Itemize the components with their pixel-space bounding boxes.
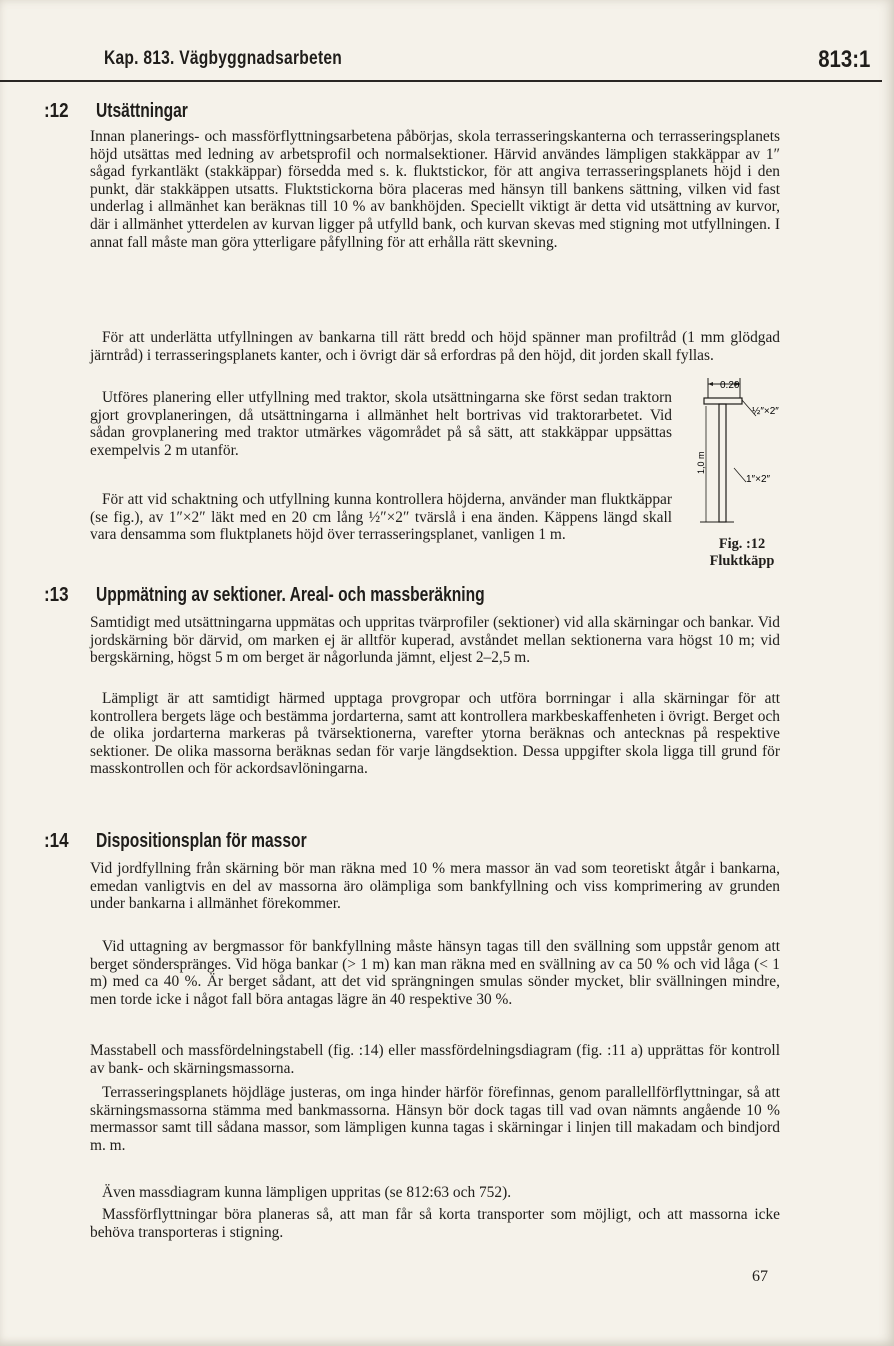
paragraph: Innan planerings- och massförflyttningsarbetena påbörjas, skola terrasseringskanterna och terrasseringsplanets höjd utsättas med ledning av arbetsprofil och normalsektioner. Härvid användes lämpligen stakkäppar av 1″ sågad fyrkantläkt (stakkäppar) försedda med s. k. fluktstickor, för att angiva terrasseringsplanets höjd i den punkt, där stakkäppen utsatts. Fluktstickorna böra placeras med hänsyn till bankens sättning, vilken vid fast underlag i allmänhet kan beräknas till 10 % av bankhöjden. Speciellt viktigt är detta vid utsättning av kurvor, där i allmänhet ytterdelen av kurvan ligger på utfylld bank, och kurvan skevas med stigning mot utfyllningen. I annat fall måste man göra ytterligare påfyllning för att erhålla rätt skevning. bbox=[90, 128, 780, 251]
section-title: Utsättningar bbox=[96, 100, 188, 122]
section-title: Uppmätning av sektioner. Areal- och massberäkning bbox=[96, 584, 485, 606]
dim-width-label: 0.20 bbox=[720, 380, 740, 391]
paragraph: Även massdiagram kunna lämpligen uppritas (se 812:63 och 752). bbox=[102, 1184, 512, 1201]
paragraph: Vid uttagning av bergmassor för bankfyllning måste hänsyn tagas till den svällning som uppstår genom att berget sönderspränges. Vid höga bankar (> 1 m) kan man räkna med en svällning av ca 50 % och vid låga (< 1 m) med ca 40 %. Är berget sådant, att det vid sprängningen smulas sönder mycket, blir svällningen mindre, men torde icke i något fall böra antagas lägre än 40 respektive 30 %. bbox=[90, 938, 780, 1008]
paragraph: Lämpligt är att samtidigt härmed upptaga provgropar och utföra borrningar i alla skärningar för att kontrollera bergets läge och bestämma jordarterna, samt att kontrollera markbeskaffenheten i övrigt. Berget och de olika jordarterna markeras på tvärsektionerna, varefter ytorna beräknas och antecknas på respektive sektioner. De olika massorna beräknas sedan för varje längdsektion. Dessa uppgifter skola ligga till grund för masskontrollen och för ackordsavlöningarna. bbox=[90, 690, 780, 778]
paragraph: Massförflyttningar böra planeras så, att man får så korta transporter som möjligt, och att massorna icke behöva transporteras i stigning. bbox=[90, 1206, 780, 1241]
crossbar-dimension: ½″×2″ bbox=[752, 406, 779, 417]
paragraph: Terrasseringsplanets höjdläge justeras, om inga hinder härför förefinnas, genom parallellförflyttningar, så att skärningsmassorna stämma med bankmassorna. Hänsyn bör dock tagas till vad ovan nämnts angående 10 % mermassor samt till sådana massor, som lämpligen kunna tagas i skärningar i linjen till makadam och bindjord m. m. bbox=[90, 1084, 780, 1154]
paragraph: Samtidigt med utsättningarna uppmätas och uppritas tvärprofiler (sektioner) vid alla skärningar och bankar. Vid jordskärning bör därvid, om marken ej är alltför kuperad, avståndet mellan sektionerna vara högst 10 m; vid bergskärning, högst 5 m om berget är någorlunda jämnt, eljest 2–2,5 m. bbox=[90, 614, 780, 667]
figure-number: Fig. :12 bbox=[718, 536, 766, 552]
figure-title: Fluktkäpp bbox=[709, 553, 775, 569]
height-dimension: 1,0 m bbox=[696, 451, 706, 474]
leader-line bbox=[734, 468, 746, 482]
arrowhead bbox=[708, 382, 713, 386]
section-number: :12 bbox=[44, 100, 69, 122]
paragraph: Utföres planering eller utfyllning med traktor, skola utsättningarna ske först sedan traktorn gjort grovplaneringen, då utsättningarna i allmänhet helt bortrivas vid traktorarbetet. Vid sådan grovplanering med traktor utmärkes vägområdet på så sätt, att stakkäppar uppsättas exempelvis 2 m utanför. bbox=[90, 389, 672, 459]
section-number: :13 bbox=[44, 584, 69, 606]
header-rule bbox=[0, 80, 882, 82]
paragraph: Vid jordfyllning från skärning bör man räkna med 10 % mera massor än vad som teoretiskt åtgår i bankarna, emedan vanligtvis en del av massorna äro olämpliga som bankfyllning och viss komprimering av grunden under bankarna i allmänhet förekommer. bbox=[90, 860, 780, 913]
stick-dimension: 1″×2″ bbox=[746, 474, 771, 485]
stick bbox=[719, 404, 726, 522]
page-number: 67 bbox=[752, 1268, 768, 1285]
paragraph: För att vid schaktning och utfyllning kunna kontrollera höjderna, använder man fluktkäppar (se fig.), av 1″×2″ läkt med en 20 cm lång ½″×2″ tvärslå i ena änden. Käppens längd skall vara densamma som fluktplanets höjd över terrasseringsplanet, vanligen 1 m. bbox=[90, 491, 672, 544]
section-number: :14 bbox=[44, 830, 69, 852]
crossbar bbox=[704, 398, 742, 404]
figure-caption bbox=[690, 536, 794, 570]
running-title: Kap. 813. Vägbyggnadsarbeten bbox=[104, 48, 343, 69]
page-reference: 813:1 bbox=[817, 46, 870, 73]
paragraph: Masstabell och massfördelningstabell (fig. :14) eller massfördelningsdiagram (fig. :11 a) upprättas för kontroll av bank- och skärningsmassorna. bbox=[90, 1042, 780, 1077]
section-title: Dispositionsplan för massor bbox=[96, 830, 307, 852]
fluktkapp-figure bbox=[690, 376, 790, 536]
paragraph: För att underlätta utfyllningen av bankarna till rätt bredd och höjd spänner man profiltråd (1 mm glödgad järntråd) i terrasseringsplanets kanter, och i övrigt där så erfordras på den höjd, dit jorden skall fyllas. bbox=[90, 329, 780, 364]
